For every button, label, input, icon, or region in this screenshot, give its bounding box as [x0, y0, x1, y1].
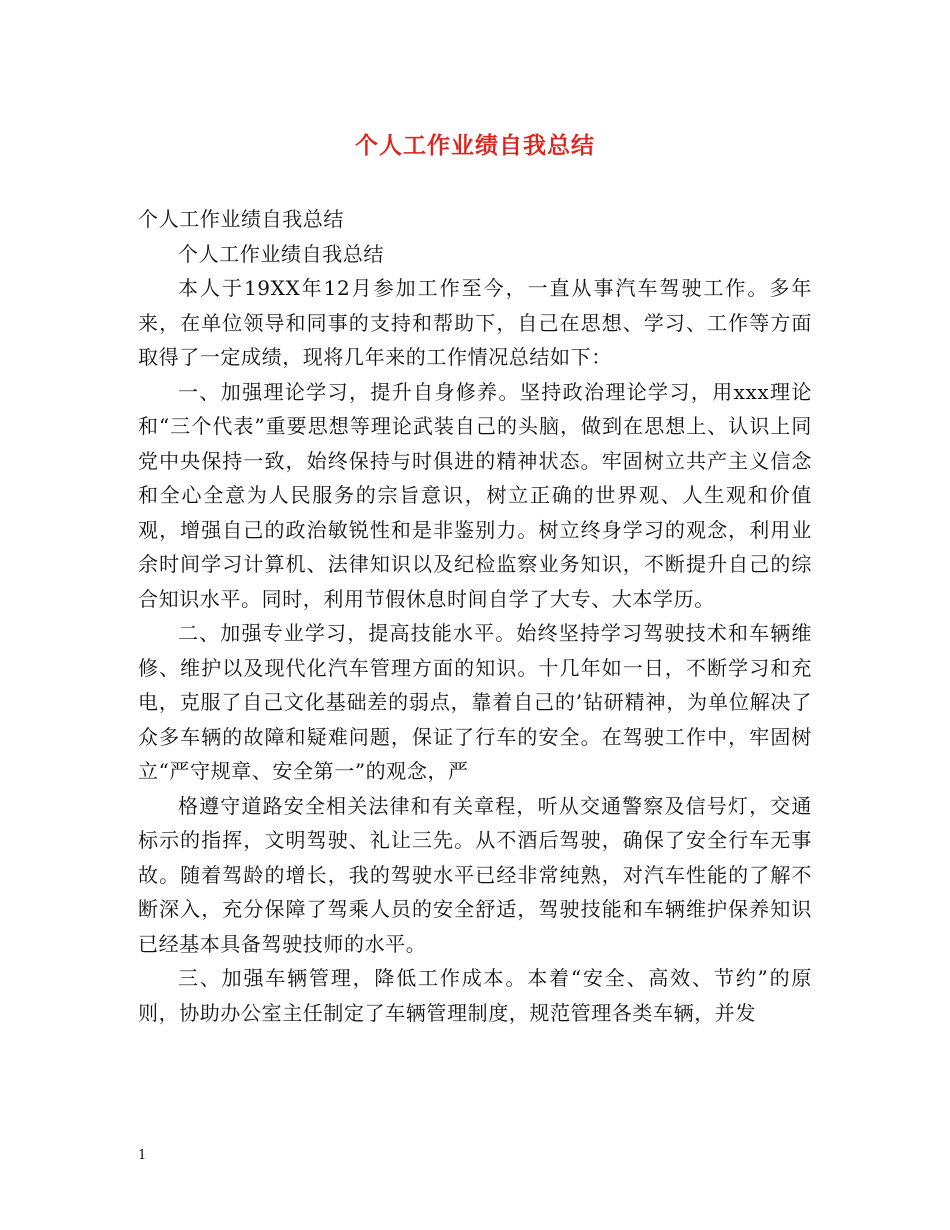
- page-number: 1: [138, 1148, 147, 1163]
- paragraph-section-3: 三、加强车辆管理，降低工作成本。本着“安全、高效、节约”的原则，协助办公室主任制定了车辆管理制度，规范管理各类车辆，并发: [138, 966, 812, 1025]
- paragraph-intro: 本人于19XX年12月参加工作至今，一直从事汽车驾驶工作。多年来，在单位领导和同事的支持和帮助下，自己在思想、学习、工作等方面取得了一定成绩，现将几年来的工作情况总结如下：: [138, 276, 812, 369]
- paragraph-section-1: 一、加强理论学习，提升自身修养。坚持政治理论学习，用xxx理论和“三个代表”重要思想等理论武装自己的头脑，做到在思想上、认识上同党中央保持一致，始终保持与时俱进的精神状态。牢固树立共产主义信念和全心全意为人民服务的宗旨意识，树立正确的世界观、人生观和价值观，增强自己的政治敏锐性和是非鉴别力。树立终身学习的观念，利用业余时间学习计算机、法律知识以及纪检监察业务知识，不断提升自己的综合知识水平。同时，利用节假休息时间自学了大专、大本学历。: [138, 379, 812, 611]
- paragraph-section-2: 二、加强专业学习，提高技能水平。始终坚持学习驾驶技术和车辆维修、维护以及现代化汽车管理方面的知识。十几年如一日，不断学习和充电，克服了自己文化基础差的弱点，靠着自己的’钻研精神，为单位解决了众多车辆的故障和疑难问题，保证了行车的安全。在驾驶工作中，牢固树立“严守规章、安全第一”的观念，严: [138, 621, 812, 783]
- paragraph-subheading: 个人工作业绩自我总结: [178, 241, 384, 266]
- document-body: [138, 202, 812, 1030]
- document-title: 个人工作业绩自我总结: [355, 132, 595, 159]
- paragraph-section-2-continued: 格遵守道路安全相关法律和有关章程，听从交通警察及信号灯，交通标示的指挥，文明驾驶、礼让三先。从不酒后驾驶，确保了安全行车无事故。随着驾龄的增长，我的驾驶水平已经非常纯熟，对汽车性能的了解不断深入，充分保障了驾乘人员的安全舒适，驾驶技能和车辆维护保养知识已经基本具备驾驶技师的水平。: [138, 793, 812, 956]
- paragraph-heading: 个人工作业绩自我总结: [138, 207, 344, 231]
